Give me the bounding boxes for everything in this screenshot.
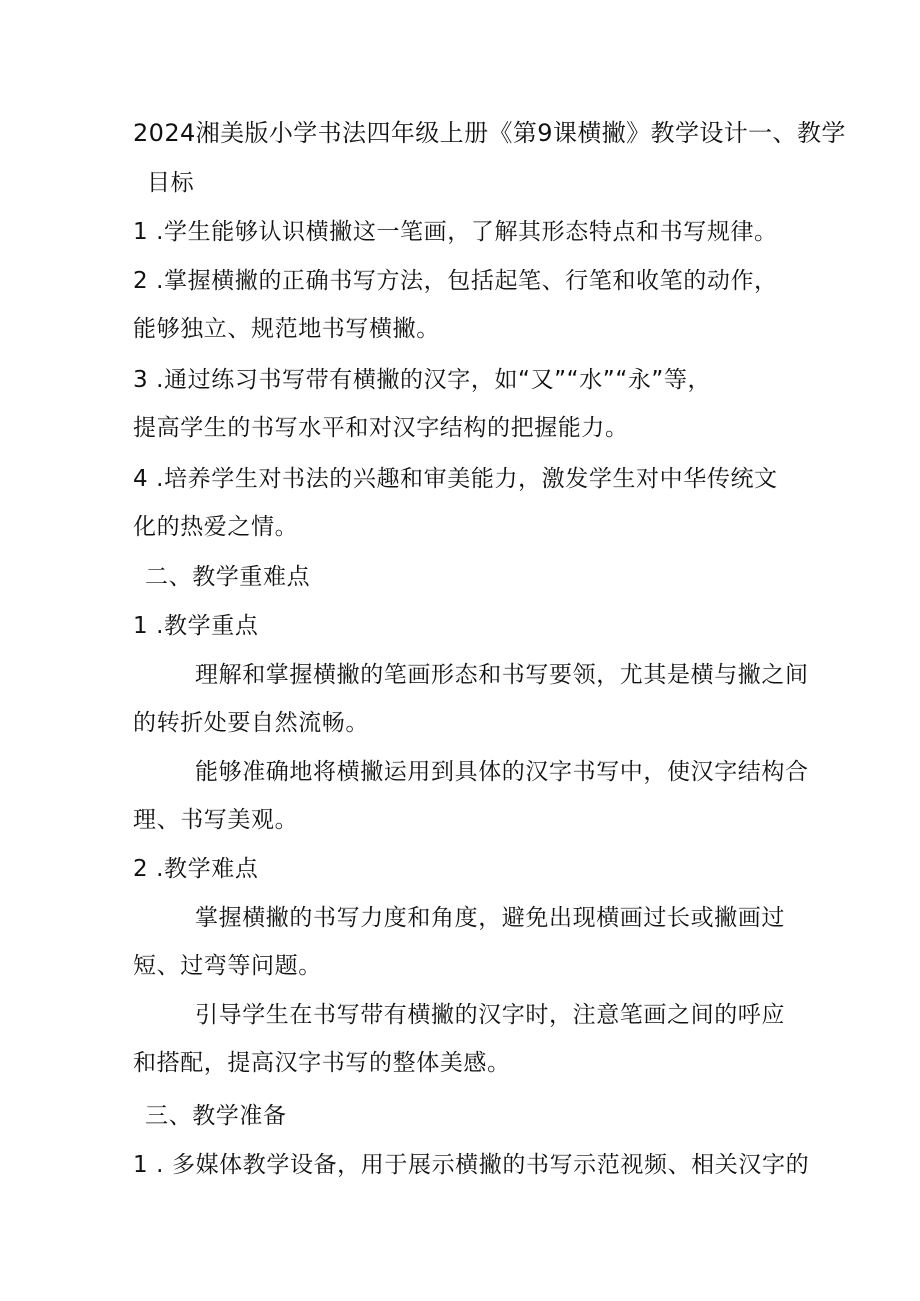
section-3-heading: 三、教学准备: [145, 1103, 287, 1129]
prep-item-1-line-1: 1 . 多媒体教学设备，用于展示横撇的书写示范视频、相关汉字的: [133, 1152, 810, 1178]
document-title-line-1: 2024湘美版小学书法四年级上册《第9课横撇》教学设计一、教学: [133, 119, 846, 147]
objective-3-line-1: 3 .通过练习书写带有横撇的汉字，如“又”“水”“永”等，: [133, 367, 712, 393]
difficult-point-2-line-2: 和搭配，提高汉字书写的整体美感。: [133, 1050, 511, 1076]
key-point-2-line-2: 理、书写美观。: [133, 807, 299, 833]
key-point-2-line-1: 能够准确地将横撇运用到具体的汉字书写中，使汉字结构合: [195, 759, 809, 785]
objective-2-line-1: 2 .掌握横撇的正确书写方法，包括起笔、行笔和收笔的动作，: [133, 268, 778, 294]
key-point-1-line-1: 理解和掌握横撇的笔画形态和书写要领，尤其是横与撇之间: [195, 662, 809, 688]
key-points-heading: 1 .教学重点: [133, 613, 259, 639]
objective-3-line-2: 提高学生的书写水平和对汉字结构的把握能力。: [133, 415, 629, 441]
difficult-point-1-line-1: 掌握横撇的书写力度和角度，避免出现横画过长或撇画过: [195, 905, 785, 931]
difficult-point-1-line-2: 短、过弯等问题。: [133, 953, 322, 979]
key-point-1-line-2: 的转折处要自然流畅。: [133, 710, 369, 736]
difficult-point-2-line-1: 引导学生在书写带有横撇的汉字时，注意笔画之间的呼应: [195, 1002, 785, 1028]
objective-4-line-1: 4 .培养学生对书法的兴趣和审美能力，激发学生对中华传统文: [133, 466, 778, 492]
objective-4-line-2: 化的热爱之情。: [133, 514, 299, 540]
difficult-points-heading: 2 .教学难点: [133, 856, 259, 882]
objective-1-line-1: 1 .学生能够认识横撇这一笔画，了解其形态特点和书写规律。: [133, 219, 778, 245]
document-title-line-2: 目标: [147, 170, 195, 196]
objective-2-line-2: 能够独立、规范地书写横撇。: [133, 316, 440, 342]
section-2-heading: 二、教学重难点: [145, 564, 311, 590]
